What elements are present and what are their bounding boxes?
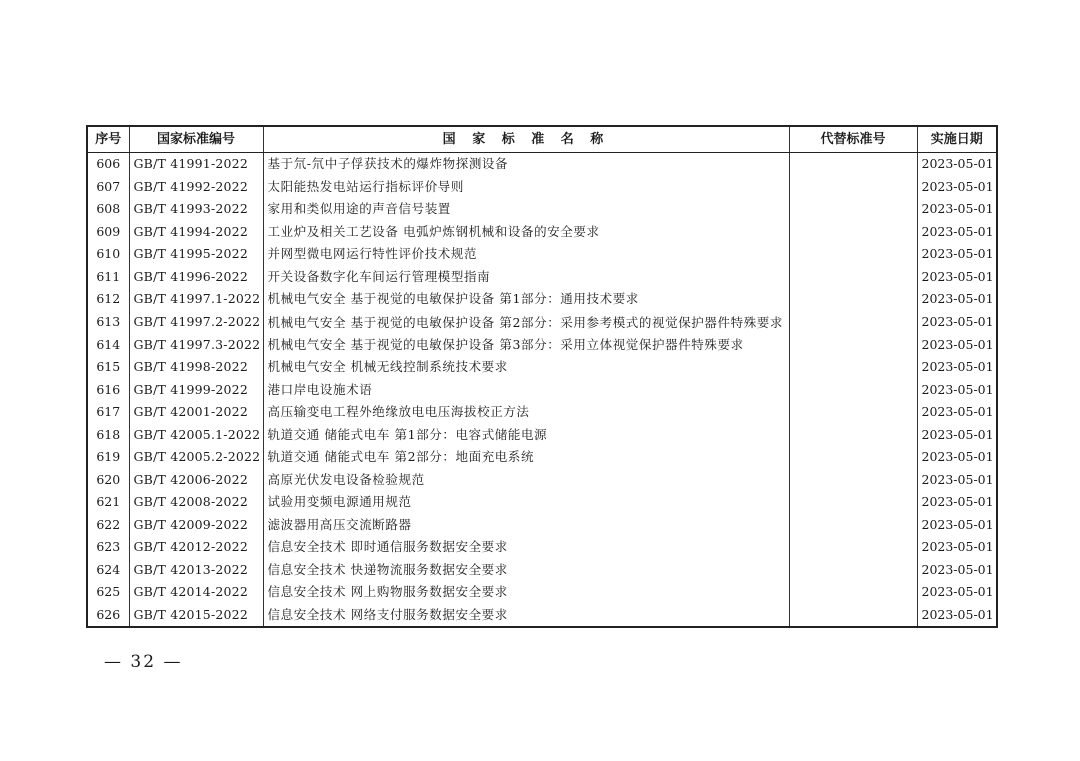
- page-number: — 32 —: [104, 652, 183, 672]
- row-replaces: [789, 446, 917, 469]
- row-replaces: [789, 424, 917, 447]
- table-row: [87, 559, 997, 582]
- row-replaces: [789, 153, 917, 176]
- row-effective-date: 2023-05-01: [917, 288, 997, 311]
- row-replaces: [789, 469, 917, 492]
- row-standard-name: 机械电气安全 基于视觉的电敏保护设备 第1部分：通用技术要求: [263, 288, 789, 311]
- table-header-row: [87, 126, 997, 153]
- table-row: [87, 176, 997, 199]
- row-standard-code: GB/T 41997.3-2022: [129, 334, 263, 357]
- row-standard-code: GB/T 41997.2-2022: [129, 311, 263, 334]
- row-standard-name: 机械电气安全 基于视觉的电敏保护设备 第3部分：采用立体视觉保护器件特殊要求: [263, 334, 789, 357]
- row-standard-code: GB/T 41993-2022: [129, 198, 263, 221]
- row-seq: 617: [87, 401, 129, 424]
- table-row: [87, 266, 997, 289]
- header-name: 国 家 标 准 名 称: [263, 126, 789, 153]
- header-code: 国家标准编号: [129, 126, 263, 153]
- row-seq: 609: [87, 221, 129, 244]
- row-seq: 626: [87, 604, 129, 628]
- row-replaces: [789, 604, 917, 628]
- row-replaces: [789, 288, 917, 311]
- row-standard-code: GB/T 41995-2022: [129, 243, 263, 266]
- table-row: [87, 356, 997, 379]
- row-seq: 618: [87, 424, 129, 447]
- row-replaces: [789, 559, 917, 582]
- row-replaces: [789, 401, 917, 424]
- row-replaces: [789, 581, 917, 604]
- row-standard-name: 港口岸电设施术语: [263, 379, 789, 402]
- table-row: [87, 221, 997, 244]
- row-standard-code: GB/T 41996-2022: [129, 266, 263, 289]
- row-standard-code: GB/T 42009-2022: [129, 514, 263, 537]
- table-row: [87, 401, 997, 424]
- row-standard-name: 机械电气安全 机械无线控制系统技术要求: [263, 356, 789, 379]
- row-effective-date: 2023-05-01: [917, 379, 997, 402]
- row-seq: 615: [87, 356, 129, 379]
- row-standard-code: GB/T 42013-2022: [129, 559, 263, 582]
- table-row: [87, 491, 997, 514]
- row-replaces: [789, 176, 917, 199]
- row-standard-name: 信息安全技术 网络支付服务数据安全要求: [263, 604, 789, 628]
- table-row: [87, 424, 997, 447]
- row-standard-code: GB/T 42006-2022: [129, 469, 263, 492]
- row-standard-name: 并网型微电网运行特性评价技术规范: [263, 243, 789, 266]
- row-replaces: [789, 514, 917, 537]
- row-seq: 610: [87, 243, 129, 266]
- row-seq: 622: [87, 514, 129, 537]
- row-standard-code: GB/T 42008-2022: [129, 491, 263, 514]
- table-row: [87, 514, 997, 537]
- row-standard-name: 高压输变电工程外绝缘放电电压海拔校正方法: [263, 401, 789, 424]
- row-effective-date: 2023-05-01: [917, 424, 997, 447]
- row-effective-date: 2023-05-01: [917, 243, 997, 266]
- table-row: [87, 198, 997, 221]
- row-standard-code: GB/T 42005.1-2022: [129, 424, 263, 447]
- row-replaces: [789, 356, 917, 379]
- row-effective-date: 2023-05-01: [917, 334, 997, 357]
- row-effective-date: 2023-05-01: [917, 221, 997, 244]
- row-replaces: [789, 266, 917, 289]
- row-standard-code: GB/T 41994-2022: [129, 221, 263, 244]
- row-seq: 616: [87, 379, 129, 402]
- row-standard-name: 基于氘-氘中子俘获技术的爆炸物探测设备: [263, 153, 789, 176]
- row-standard-code: GB/T 41998-2022: [129, 356, 263, 379]
- row-standard-name: 信息安全技术 快递物流服务数据安全要求: [263, 559, 789, 582]
- row-standard-code: GB/T 41991-2022: [129, 153, 263, 176]
- table-row: [87, 469, 997, 492]
- row-standard-name: 工业炉及相关工艺设备 电弧炉炼钢机械和设备的安全要求: [263, 221, 789, 244]
- row-effective-date: 2023-05-01: [917, 469, 997, 492]
- row-seq: 623: [87, 536, 129, 559]
- row-standard-name: 家用和类似用途的声音信号装置: [263, 198, 789, 221]
- row-effective-date: 2023-05-01: [917, 491, 997, 514]
- row-standard-name: 机械电气安全 基于视觉的电敏保护设备 第2部分：采用参考模式的视觉保护器件特殊要求: [263, 311, 789, 334]
- row-seq: 611: [87, 266, 129, 289]
- table-row: [87, 334, 997, 357]
- header-replaces: 代替标准号: [789, 126, 917, 153]
- row-effective-date: 2023-05-01: [917, 446, 997, 469]
- row-seq: 620: [87, 469, 129, 492]
- table-row: [87, 604, 997, 628]
- table-row: [87, 581, 997, 604]
- row-standard-name: 轨道交通 储能式电车 第1部分：电容式储能电源: [263, 424, 789, 447]
- row-standard-code: GB/T 41992-2022: [129, 176, 263, 199]
- row-effective-date: 2023-05-01: [917, 514, 997, 537]
- row-standard-code: GB/T 41999-2022: [129, 379, 263, 402]
- row-effective-date: 2023-05-01: [917, 266, 997, 289]
- table-row: [87, 446, 997, 469]
- row-standard-name: 高原光伏发电设备检验规范: [263, 469, 789, 492]
- row-replaces: [789, 311, 917, 334]
- row-effective-date: 2023-05-01: [917, 153, 997, 176]
- row-replaces: [789, 379, 917, 402]
- row-standard-code: GB/T 42005.2-2022: [129, 446, 263, 469]
- row-seq: 612: [87, 288, 129, 311]
- header-date: 实施日期: [917, 126, 997, 153]
- row-standard-name: 太阳能热发电站运行指标评价导则: [263, 176, 789, 199]
- table-row: [87, 153, 997, 176]
- table-body: [87, 153, 997, 628]
- row-replaces: [789, 491, 917, 514]
- row-standard-code: GB/T 42015-2022: [129, 604, 263, 628]
- row-standard-code: GB/T 42012-2022: [129, 536, 263, 559]
- row-effective-date: 2023-05-01: [917, 356, 997, 379]
- row-replaces: [789, 198, 917, 221]
- row-replaces: [789, 221, 917, 244]
- table-row: [87, 536, 997, 559]
- row-standard-name: 轨道交通 储能式电车 第2部分：地面充电系统: [263, 446, 789, 469]
- row-effective-date: 2023-05-01: [917, 536, 997, 559]
- row-standard-code: GB/T 42014-2022: [129, 581, 263, 604]
- row-seq: 621: [87, 491, 129, 514]
- row-replaces: [789, 334, 917, 357]
- table-row: [87, 311, 997, 334]
- table-row: [87, 243, 997, 266]
- row-standard-name: 信息安全技术 即时通信服务数据安全要求: [263, 536, 789, 559]
- row-effective-date: 2023-05-01: [917, 559, 997, 582]
- row-seq: 619: [87, 446, 129, 469]
- row-effective-date: 2023-05-01: [917, 198, 997, 221]
- row-effective-date: 2023-05-01: [917, 311, 997, 334]
- row-seq: 624: [87, 559, 129, 582]
- row-seq: 608: [87, 198, 129, 221]
- row-standard-name: 滤波器用高压交流断路器: [263, 514, 789, 537]
- row-effective-date: 2023-05-01: [917, 581, 997, 604]
- row-seq: 625: [87, 581, 129, 604]
- table-row: [87, 288, 997, 311]
- row-effective-date: 2023-05-01: [917, 176, 997, 199]
- row-standard-name: 开关设备数字化车间运行管理模型指南: [263, 266, 789, 289]
- table-row: [87, 379, 997, 402]
- row-replaces: [789, 536, 917, 559]
- row-effective-date: 2023-05-01: [917, 401, 997, 424]
- row-standard-code: GB/T 42001-2022: [129, 401, 263, 424]
- row-standard-name: 试验用变频电源通用规范: [263, 491, 789, 514]
- row-standard-code: GB/T 41997.1-2022: [129, 288, 263, 311]
- row-seq: 613: [87, 311, 129, 334]
- standards-table: [86, 125, 998, 628]
- row-standard-name: 信息安全技术 网上购物服务数据安全要求: [263, 581, 789, 604]
- row-effective-date: 2023-05-01: [917, 604, 997, 628]
- row-seq: 607: [87, 176, 129, 199]
- row-replaces: [789, 243, 917, 266]
- header-seq: 序号: [87, 126, 129, 153]
- row-seq: 606: [87, 153, 129, 176]
- row-seq: 614: [87, 334, 129, 357]
